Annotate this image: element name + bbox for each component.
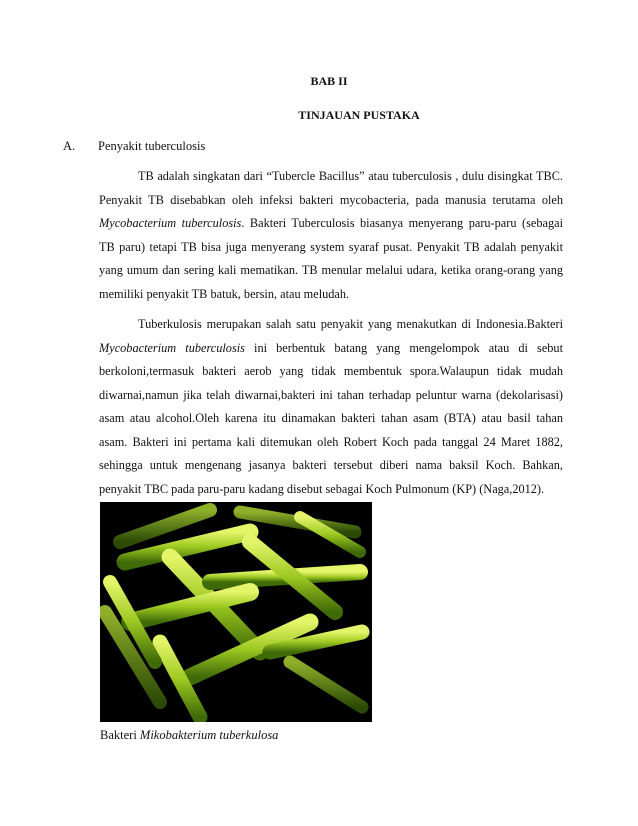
subsection-number: A. — [63, 139, 76, 153]
paragraph-1-text-b: . Bakteri Tuberculosis biasanya menyerang paru-paru (sebagai TB paru) tetapi TB bisa juga menyerang system syaraf pusat. Penyakit TB adalah penyakit yang umum dan sering kali mematikan. TB menular melalui udara, ketika orang-orang yang memiliki penyakit TB batuk, bersin, atau meludah. — [99, 216, 563, 301]
caption-species: Mikobakterium tuberkulosa — [139, 728, 279, 742]
paragraph-1-text-a: TB adalah singkatan dari “Tubercle Bacillus” atau tuberculosis , dulu disingkat TBC. Penyakit TB disebabkan oleh infeksi bakteri mycobacteria, pada manusia terutama oleh — [99, 169, 563, 207]
bacteria-image — [100, 502, 372, 722]
section-title: TINJAUAN PUSTAKA — [298, 108, 420, 122]
paragraph-1-species: Mycobacterium tuberculosis — [99, 216, 242, 230]
subsection-heading — [63, 139, 205, 154]
chapter-heading: BAB II — [310, 74, 348, 88]
subsection-title: Penyakit tuberculosis — [98, 139, 206, 153]
caption-prefix: Bakteri — [100, 728, 140, 742]
paragraph-1 — [99, 165, 563, 306]
paragraph-2-text-a: Tuberkulosis merupakan salah satu penyakit yang menakutkan di Indonesia.Bakteri — [138, 317, 563, 331]
paragraph-2 — [99, 313, 563, 501]
paragraph-2-species: Mycobacterium tuberculosis — [99, 340, 245, 355]
figure-caption — [100, 728, 278, 743]
paragraph-2-text-b: ini berbentuk batang yang mengelompok atau di sebut berkoloni,termasuk bakteri aerob yang tidak membentuk spora.Walaupun tidak mudah diwarnai,namun jika telah diwarnai,bakteri ini tahan terhadap peluntur warna (dekolarisasi) asam atau alcohol.Oleh karena itu dinamakan bakteri tahan asam (BTA) atau basil tahan asam. Bakteri ini pertama kali ditemukan oleh Robert Koch pada tanggal 24 Maret 1882, sehingga untuk mengenang jasanya bakteri tersebut diberi nama baksil Koch. Bahkan, penyakit TBC pada paru-paru kadang disebut sebagai Koch Pulmonum (KP) (Naga,2012). — [99, 340, 563, 496]
bacteria-micrograph — [100, 502, 372, 722]
